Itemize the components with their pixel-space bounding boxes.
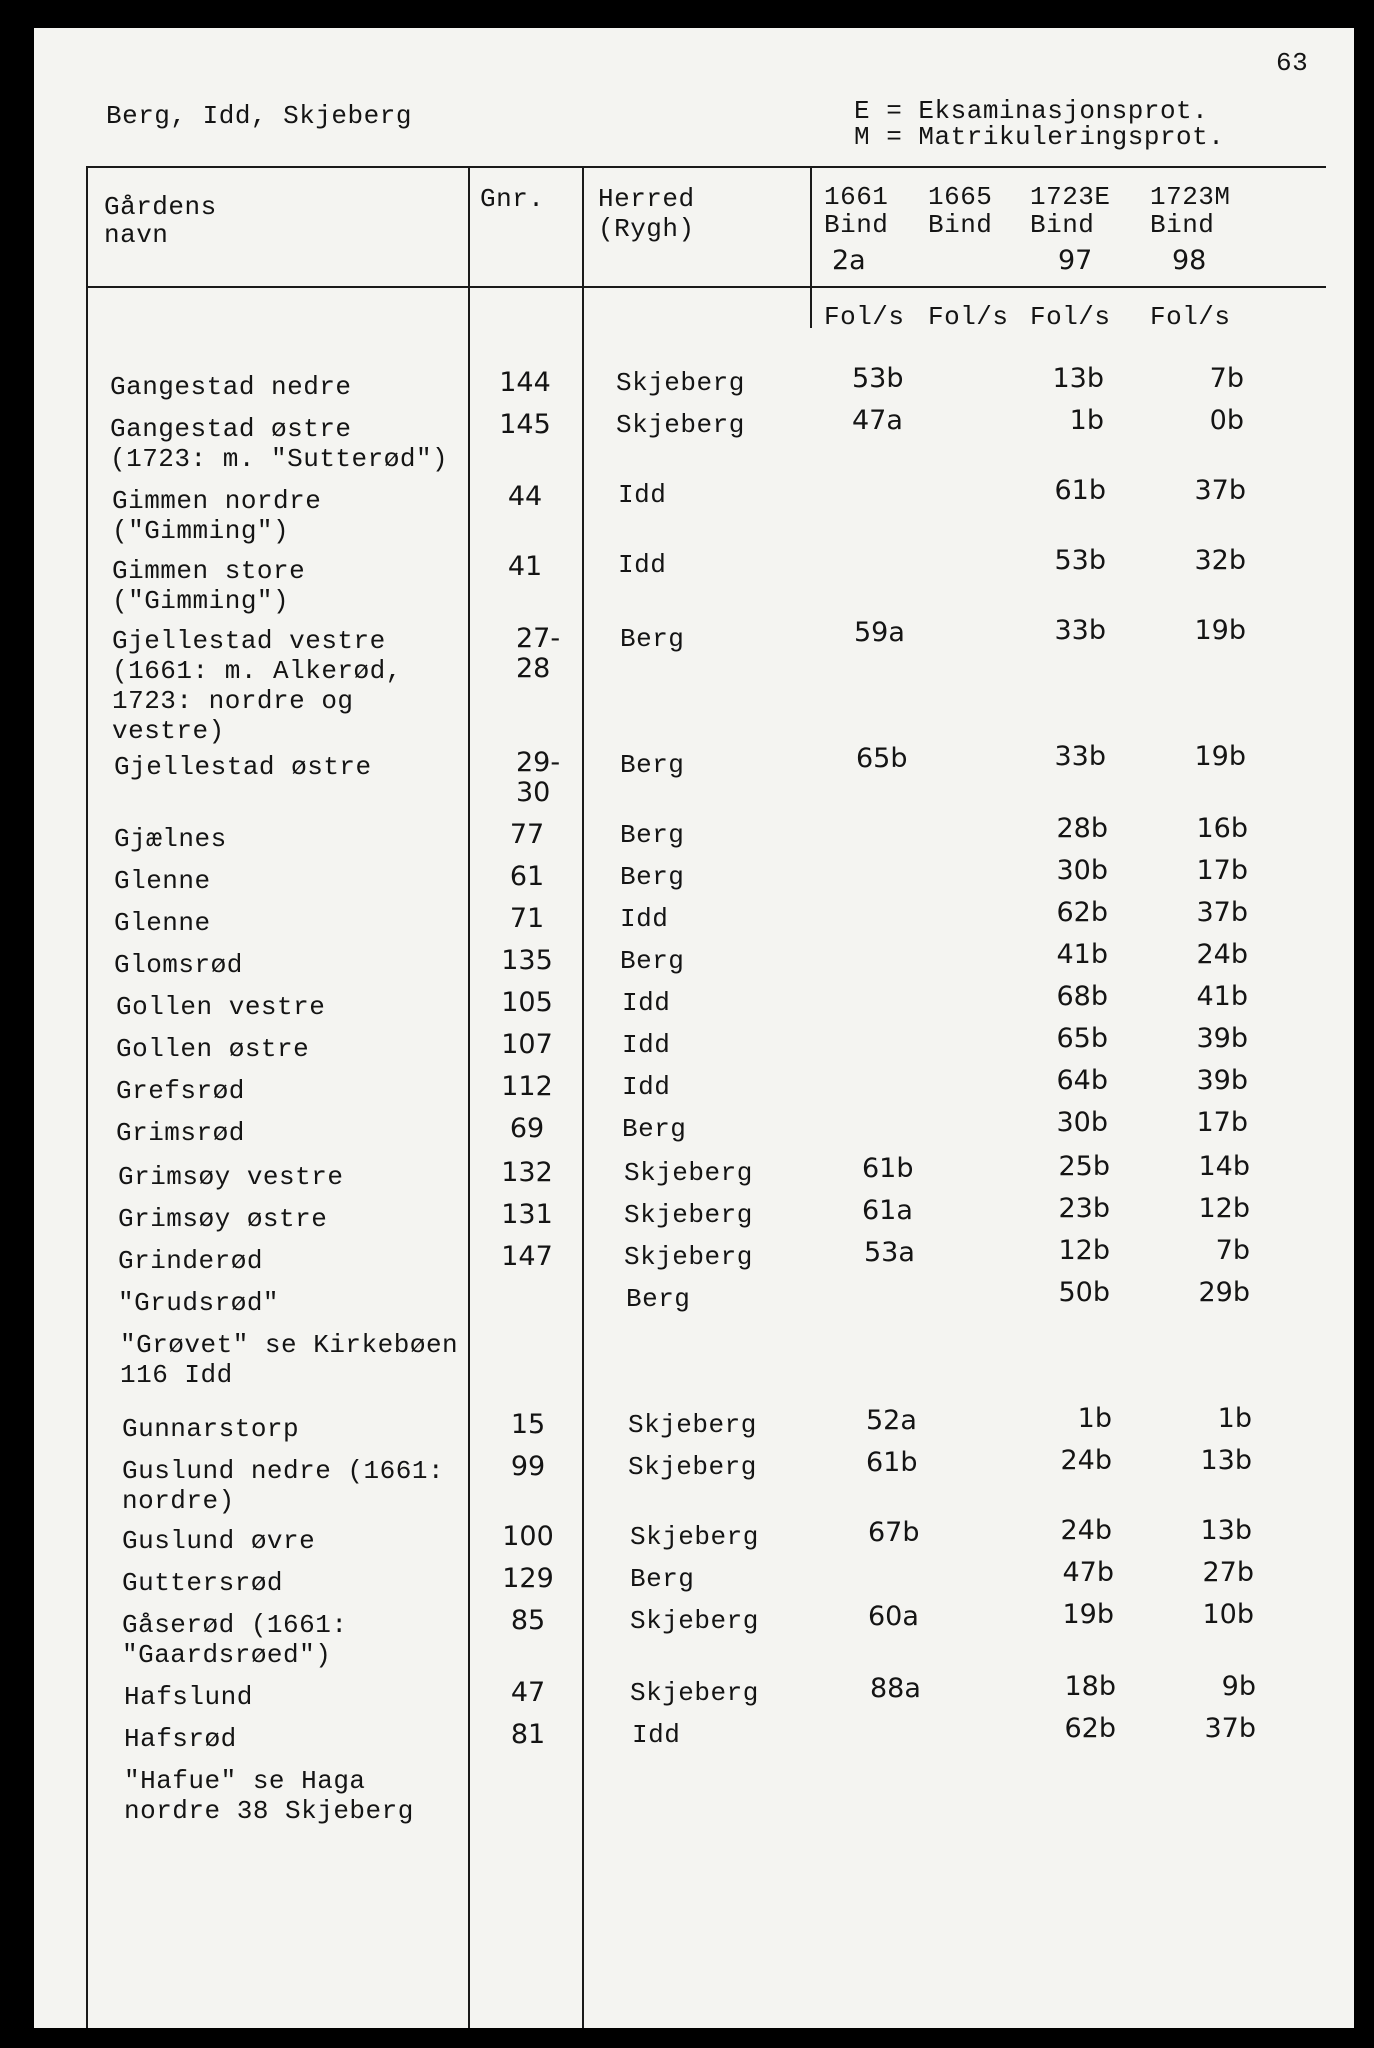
header-bind-1723m: Bind (1150, 210, 1215, 240)
column-divider-herred (582, 166, 584, 2028)
row-fol-1661: 53b (852, 363, 904, 394)
bind-number-1723e: 97 (1058, 245, 1093, 276)
row-gnr: 61 (509, 861, 545, 892)
row-name: Guslund øvre (122, 1526, 316, 1556)
row-name: Hafsrød (124, 1724, 237, 1754)
row-gnr: 44 (507, 481, 543, 512)
legend-m: M = Matrikuleringsprot. (854, 122, 1225, 152)
row-herred: Skjeberg (628, 1452, 757, 1482)
row-name: Gjellestad vestre (1661: m. Alkerød, 1723: nordre og vestre) (112, 626, 402, 746)
row-fol-1723m: 13b (1200, 1515, 1252, 1546)
row-gnr: 135 (501, 945, 553, 976)
row-fol-1723e: 53b (1054, 545, 1106, 576)
document-page (34, 28, 1354, 2028)
bind-number-1723m: 98 (1172, 245, 1207, 276)
row-fol-1723e: 1b (1069, 405, 1104, 436)
table-top-rule (86, 166, 1326, 168)
row-gnr: 15 (510, 1409, 546, 1440)
row-fol-1723e: 24b (1060, 1445, 1112, 1476)
row-name: Hafslund (124, 1682, 253, 1712)
row-name: Grinderød (118, 1246, 263, 1276)
row-fol-1723e: 28b (1056, 813, 1108, 844)
row-fol-1723m: 39b (1196, 1065, 1248, 1096)
header-herred: Herred (598, 184, 695, 214)
row-gnr: 29- 30 (516, 747, 561, 808)
row-fol-1723e: 23b (1058, 1193, 1110, 1224)
row-fol-1723m: 27b (1202, 1557, 1254, 1588)
row-herred: Berg (620, 946, 685, 976)
row-herred: Skjeberg (616, 368, 745, 398)
row-fol-1723m: 17b (1196, 855, 1248, 886)
row-fol-1661: 59a (854, 617, 905, 648)
row-fol-1723e: 24b (1060, 1515, 1112, 1546)
row-herred: Skjeberg (628, 1410, 757, 1440)
row-name: Gjellestad østre (114, 752, 372, 782)
row-fol-1661: 60a (868, 1601, 919, 1632)
row-fol-1723m: 14b (1198, 1151, 1250, 1182)
row-name: Grimsøy vestre (118, 1162, 344, 1192)
row-name: "Grudsrød" (118, 1288, 280, 1318)
row-fol-1723m: 37b (1204, 1713, 1256, 1744)
row-fol-1723e: 18b (1064, 1671, 1116, 1702)
row-herred: Skjeberg (624, 1242, 753, 1272)
row-fol-1723e: 64b (1056, 1065, 1108, 1096)
row-fol-1723e: 30b (1056, 1107, 1108, 1138)
row-gnr: 129 (502, 1563, 554, 1594)
row-gnr: 112 (501, 1071, 553, 1102)
row-herred: Skjeberg (630, 1606, 759, 1636)
header-bind-1661: Bind (824, 210, 889, 240)
row-herred: Berg (620, 820, 685, 850)
header-1723m: 1723M (1150, 182, 1231, 212)
row-gnr: 100 (502, 1521, 554, 1552)
row-herred: Idd (618, 480, 667, 510)
header-bind-1723e: Bind (1030, 210, 1095, 240)
row-name: Gollen østre (116, 1034, 310, 1064)
row-name: Grimsøy østre (118, 1204, 328, 1234)
row-fol-1723e: 62b (1064, 1713, 1116, 1744)
row-gnr: 144 (499, 367, 551, 398)
row-name: Guslund nedre (1661: nordre) (122, 1456, 445, 1516)
row-fol-1723m: 10b (1202, 1599, 1254, 1630)
row-herred: Berg (620, 750, 685, 780)
row-herred: Idd (622, 1030, 671, 1060)
row-fol-1661: 88a (870, 1673, 921, 1704)
row-gnr: 105 (501, 987, 553, 1018)
row-gnr: 99 (510, 1451, 546, 1482)
row-herred: Idd (618, 550, 667, 580)
row-fol-1723m: 13b (1200, 1445, 1252, 1476)
row-herred: Idd (622, 988, 671, 1018)
header-rygh: (Rygh) (598, 214, 695, 244)
row-gnr: 69 (509, 1113, 545, 1144)
row-fol-1723m: 7b (1209, 363, 1244, 394)
row-fol-1723m: 12b (1198, 1193, 1250, 1224)
row-fol-1723e: 12b (1058, 1235, 1110, 1266)
row-name: Gimmen nordre ("Gimming") (112, 486, 322, 546)
row-name: "Hafue" se Haga nordre 38 Skjeberg (124, 1766, 414, 1826)
row-gnr: 131 (501, 1199, 553, 1230)
header-fols-1723m: Fol/s (1150, 302, 1231, 332)
header-navn: navn (104, 220, 169, 250)
row-herred: Idd (632, 1720, 681, 1750)
row-herred: Idd (622, 1072, 671, 1102)
row-fol-1723e: 33b (1054, 741, 1106, 772)
row-name: Gåserød (1661: "Gaardsrøed") (122, 1610, 348, 1670)
row-gnr: 41 (507, 551, 543, 582)
header-1661: 1661 (824, 182, 889, 212)
row-fol-1661: 61b (866, 1447, 918, 1478)
row-fol-1723m: 19b (1194, 615, 1246, 646)
row-herred: Skjeberg (616, 410, 745, 440)
row-fol-1723e: 68b (1056, 981, 1108, 1012)
row-herred: Skjeberg (624, 1200, 753, 1230)
row-herred: Skjeberg (624, 1158, 753, 1188)
row-herred: Berg (620, 624, 685, 654)
row-name: "Grøvet" se Kirkebøen 116 Idd (120, 1330, 459, 1390)
page-title: Berg, Idd, Skjeberg (106, 101, 412, 131)
row-gnr: 27- 28 (516, 623, 561, 684)
row-fol-1723m: 39b (1196, 1023, 1248, 1054)
row-gnr: 47 (510, 1677, 546, 1708)
row-herred: Skjeberg (630, 1522, 759, 1552)
table-left-border (86, 166, 88, 2028)
row-fol-1661: 67b (868, 1517, 920, 1548)
header-fols-1665: Fol/s (928, 302, 1009, 332)
row-name: Guttersrød (122, 1568, 284, 1598)
row-fol-1723m: 17b (1196, 1107, 1248, 1138)
row-fol-1723e: 25b (1058, 1151, 1110, 1182)
row-gnr: 85 (510, 1605, 546, 1636)
page-number: 63 (1276, 48, 1309, 78)
row-fol-1723m: 7b (1215, 1235, 1250, 1266)
header-gnr: Gnr. (480, 184, 545, 214)
row-fol-1723e: 41b (1056, 939, 1108, 970)
header-fols-1661: Fol/s (824, 302, 905, 332)
row-gnr: 77 (509, 819, 545, 850)
row-name: Grefsrød (116, 1076, 245, 1106)
row-name: Glenne (114, 908, 211, 938)
row-fol-1661: 47a (852, 405, 903, 436)
row-herred: Idd (620, 904, 669, 934)
table-header-rule (86, 286, 1326, 288)
row-fol-1723m: 37b (1194, 475, 1246, 506)
row-fol-1723e: 13b (1052, 363, 1104, 394)
column-divider-years (810, 166, 812, 328)
row-fol-1661: 53a (864, 1237, 915, 1268)
row-fol-1723m: 1b (1217, 1403, 1252, 1434)
row-fol-1661: 61a (862, 1195, 913, 1226)
column-divider-gnr (468, 166, 470, 2028)
bind-number-1661: 2a (832, 245, 866, 276)
row-herred: Berg (620, 862, 685, 892)
header-fols-1723e: Fol/s (1030, 302, 1111, 332)
row-name: Gunnarstorp (122, 1414, 300, 1444)
row-fol-1723e: 30b (1056, 855, 1108, 886)
row-fol-1723m: 19b (1194, 741, 1246, 772)
row-gnr: 147 (501, 1241, 553, 1272)
row-fol-1723e: 61b (1054, 475, 1106, 506)
header-bind-1665: Bind (928, 210, 993, 240)
row-fol-1723e: 1b (1077, 1403, 1112, 1434)
row-name: Gjælnes (114, 824, 227, 854)
row-fol-1723m: 16b (1196, 813, 1248, 844)
row-herred: Berg (622, 1114, 687, 1144)
row-gnr: 145 (499, 409, 551, 440)
row-gnr: 132 (501, 1157, 553, 1188)
row-fol-1723m: 37b (1196, 897, 1248, 928)
row-fol-1723m: 41b (1196, 981, 1248, 1012)
row-fol-1723e: 33b (1054, 615, 1106, 646)
row-name: Gollen vestre (116, 992, 326, 1022)
row-fol-1723e: 65b (1056, 1023, 1108, 1054)
row-gnr: 107 (501, 1029, 553, 1060)
row-fol-1723m: 9b (1221, 1671, 1256, 1702)
row-fol-1723m: 24b (1196, 939, 1248, 970)
header-1665: 1665 (928, 182, 993, 212)
row-name: Gangestad nedre (110, 372, 352, 402)
row-herred: Berg (630, 1564, 695, 1594)
row-fol-1723e: 19b (1062, 1599, 1114, 1630)
row-gnr: 81 (510, 1719, 546, 1750)
row-name: Glenne (114, 866, 211, 896)
row-name: Gangestad østre (1723: m. "Sutterød") (110, 414, 449, 474)
row-herred: Skjeberg (630, 1678, 759, 1708)
legend-e: E = Eksaminasjonsprot. (854, 96, 1209, 126)
row-name: Gimmen store ("Gimming") (112, 556, 306, 616)
row-fol-1661: 52a (866, 1405, 917, 1436)
row-fol-1661: 65b (856, 743, 908, 774)
row-fol-1723e: 50b (1058, 1277, 1110, 1308)
row-fol-1661: 61b (862, 1153, 914, 1184)
row-fol-1723e: 62b (1056, 897, 1108, 928)
header-gardens: Gårdens (104, 192, 217, 222)
row-fol-1723e: 47b (1062, 1557, 1114, 1588)
row-name: Grimsrød (116, 1118, 245, 1148)
header-1723e: 1723E (1030, 182, 1111, 212)
row-fol-1723m: 32b (1194, 545, 1246, 576)
row-gnr: 71 (509, 903, 545, 934)
row-herred: Berg (626, 1284, 691, 1314)
row-fol-1723m: 29b (1198, 1277, 1250, 1308)
row-name: Glomsrød (114, 950, 243, 980)
row-fol-1723m: 0b (1209, 405, 1244, 436)
